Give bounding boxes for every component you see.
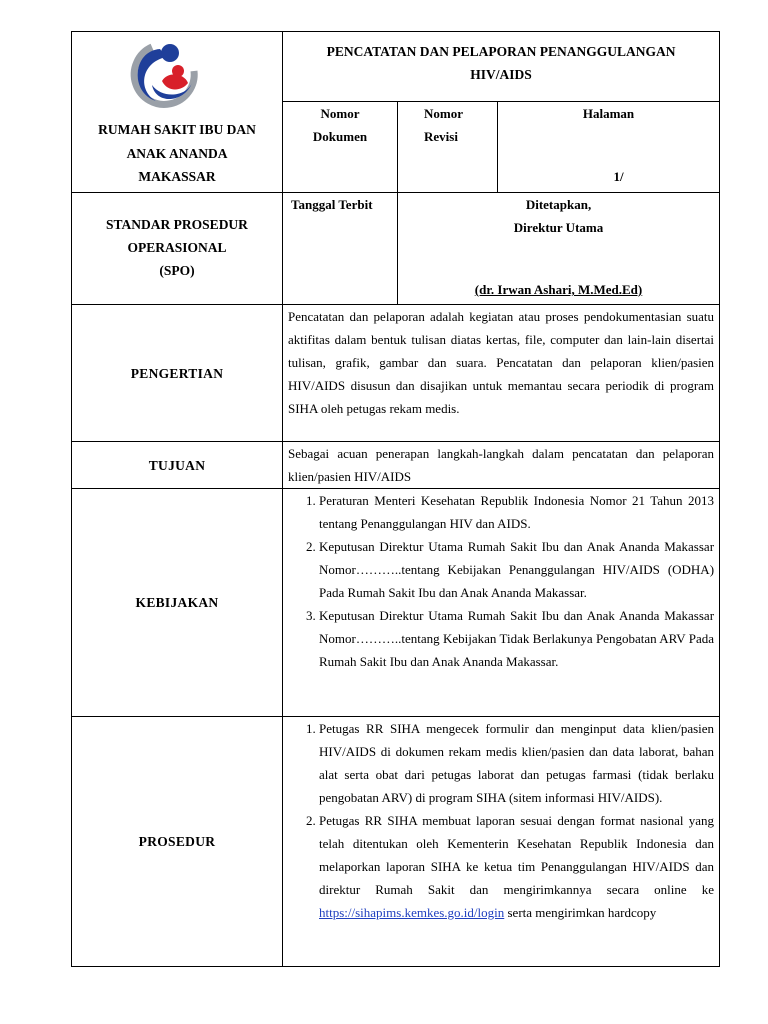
halaman-value: 1/ xyxy=(613,169,624,184)
hospital-name: RUMAH SAKIT IBU DAN ANAK ANANDA MAKASSAR xyxy=(98,122,256,184)
prosedur-item-text: Petugas RR SIHA membuat laporan sesuai dengan format nasional yang telah ditentukan oleh Kementerin Kesehatan Republik Indonesia dan melaporkan laporan SIHA ke ketua tim Penanggulangan HIV/AIDS dan direktur Rumah Sakit dan mengirimkannya secara online ke xyxy=(319,813,715,897)
tujuan-text: Sebagai acuan penerapan langkah-langkah dalam pencatatan dan pelaporan klien/pasien HIV/AIDS xyxy=(283,442,720,489)
kebijakan-item: 3. Keputusan Direktur Utama Rumah Sakit Ibu dan Anak Ananda Makassar Nomor………..tentang Kebijakan Tidak Berlakunya Pengobatan ARV Pada Rumah Sakit Ibu dan Anak Ananda Makassar. xyxy=(319,604,714,673)
ditetapkan-cell: Ditetapkan, Direktur Utama (dr. Irwan Ashari, M.Med.Ed) xyxy=(398,193,720,305)
nomor-dokumen-cell: Nomor Dokumen xyxy=(283,102,398,193)
siha-login-link[interactable]: https://sihapims.kemkes.go.id/login xyxy=(319,905,505,920)
halaman-cell: Halaman 1/ xyxy=(498,102,720,193)
prosedur-list-cell xyxy=(283,717,720,967)
prosedur-item: 1. Petugas RR SIHA mengecek formulir dan menginput data klien/pasien HIV/AIDS di dokumen rekam medis klien/pasien dan data laborat, bahan alat serta obat dari petugas laborat dan petugas farmasi (tidak berlaku pengobatan ARV) di program SIHA (sitem informasi HIV/AIDS). xyxy=(319,717,714,809)
kebijakan-list xyxy=(283,489,719,673)
pengertian-text: Pencatatan dan pelaporan adalah kegiatan atau proses pendokumentasian suatu aktifitas dalam bentuk tulisan diatas kertas, file, computer dan lain-lain disertai tulisan, grafik, gambar dan suara. Pencatatan dan pelaporan klien/pasien HIV/AIDS disusun dan disajikan untuk memantau secara periodik di program SIHA oleh petugas rekam medis. xyxy=(283,305,720,442)
prosedur-item xyxy=(319,809,714,924)
kebijakan-label: KEBIJAKAN xyxy=(72,489,283,717)
document-title: PENCATATAN DAN PELAPORAN PENANGGULANGAN HIV/AIDS xyxy=(283,32,720,102)
tanggal-terbit-cell: Tanggal Terbit xyxy=(283,193,398,305)
spo-label-cell: STANDAR PROSEDUR OPERASIONAL (SPO) xyxy=(72,193,283,305)
spo-document xyxy=(71,31,719,967)
prosedur-label: PROSEDUR xyxy=(72,717,283,967)
kebijakan-item: 2. Keputusan Direktur Utama Rumah Sakit Ibu dan Anak Ananda Makassar Nomor………..tentang Kebijakan Penanggulangan HIV/AIDS (ODHA) Pada Rumah Sakit Ibu dan Anak Ananda Makassar. xyxy=(319,535,714,604)
hospital-logo xyxy=(122,41,212,118)
spo-table xyxy=(71,31,720,967)
kebijakan-list-cell xyxy=(283,489,720,717)
signatory: (dr. Irwan Ashari, M.Med.Ed) xyxy=(474,282,643,297)
nomor-revisi-cell: Nomor Revisi xyxy=(398,102,498,193)
tujuan-label: TUJUAN xyxy=(72,442,283,489)
prosedur-list xyxy=(283,717,719,924)
hospital-cell xyxy=(72,32,283,193)
pengertian-label: PENGERTIAN xyxy=(72,305,283,442)
prosedur-item-tail: serta mengirimkan hardcopy xyxy=(504,905,657,920)
kebijakan-item: 1. Peraturan Menteri Kesehatan Republik Indonesia Nomor 21 Tahun 2013 tentang Penanggulangan HIV dan AIDS. xyxy=(319,489,714,535)
